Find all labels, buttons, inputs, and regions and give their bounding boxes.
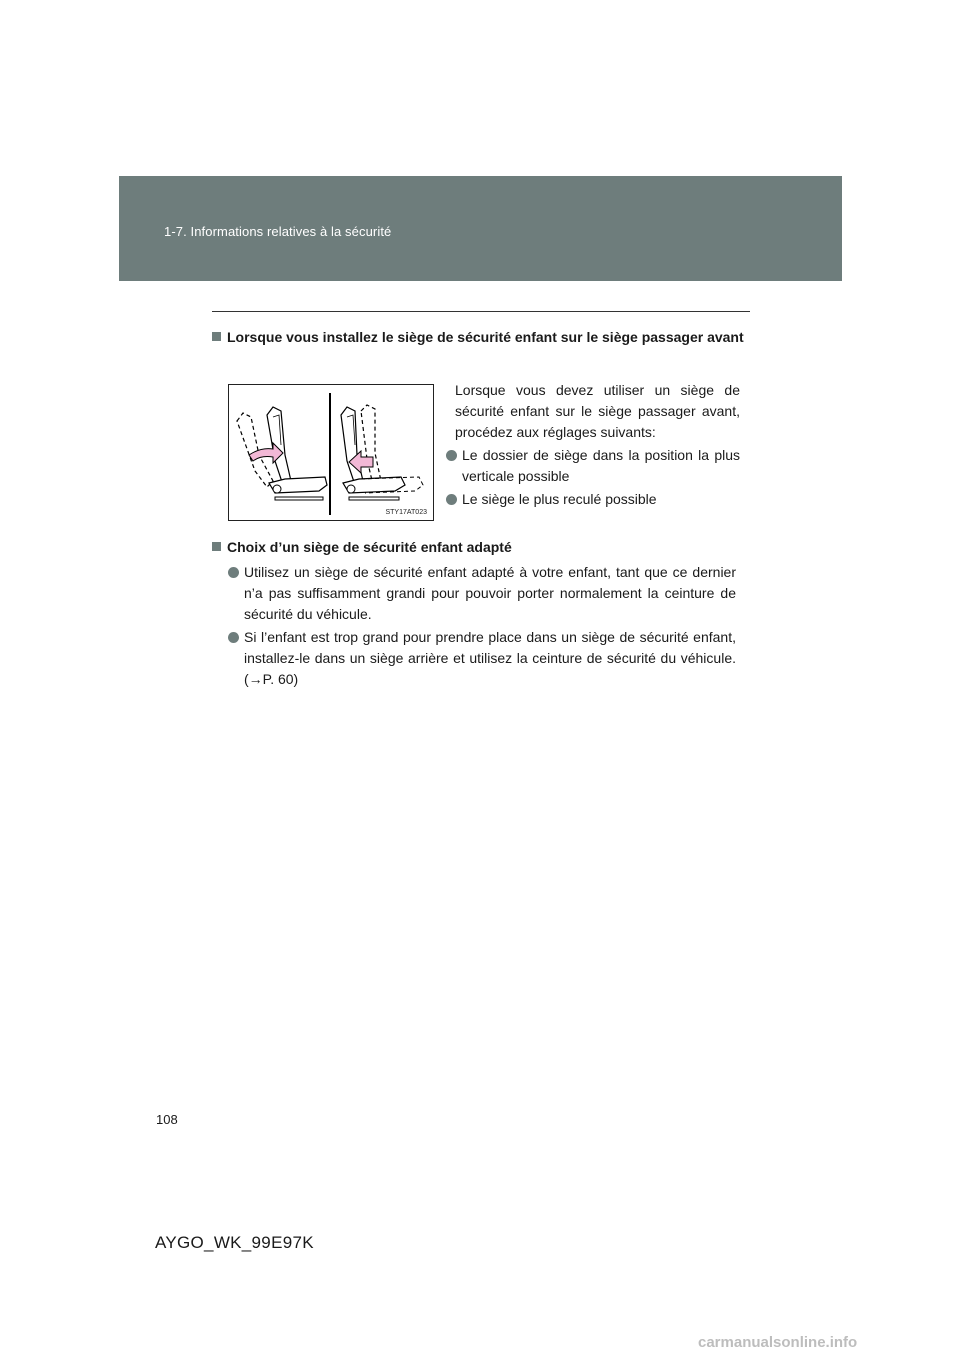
intro-paragraph: Lorsque vous devez utiliser un siège de sécurité enfant sur le siège passager avant, procédez aux réglages suivants:	[455, 382, 740, 440]
section-heading-choice: Choix d’un siège de sécurité enfant adapté	[212, 537, 744, 557]
bullet-icon	[446, 450, 457, 461]
list-item: Si l’enfant est trop grand pour prendre place dans un siège de sécurité enfant, installez-le dans un siège arrière et utilisez la ceinture de sécurité du véhicule. (→P. 60)	[228, 627, 736, 690]
bullet-icon	[228, 567, 239, 578]
bullet-icon	[446, 494, 457, 505]
header-band	[119, 176, 842, 281]
section-divider	[212, 311, 750, 312]
square-bullet-icon	[212, 332, 221, 341]
section-title: 1-7. Informations relatives à la sécurité	[164, 224, 392, 239]
square-bullet-icon	[212, 542, 221, 551]
list-item: Le siège le plus reculé possible	[446, 489, 740, 510]
document-code: AYGO_WK_99E97K	[155, 1233, 314, 1252]
page-number: 108	[156, 1112, 178, 1127]
section-heading-front-seat: Lorsque vous installez le siège de sécurité enfant sur le siège passager avant	[212, 327, 744, 347]
list-item: Le dossier de siège dans la position la plus verticale possible	[446, 445, 740, 487]
figure-code: STY17AT023	[385, 509, 427, 516]
list-item: Utilisez un siège de sécurité enfant adapté à votre enfant, tant que ce dernier n’a pas suffisamment grandi pour pouvoir porter normalement la ceinture de sécurité du véhicule.	[228, 562, 736, 625]
seat-illustration-icon	[229, 385, 433, 520]
watermark: carmanualsonline.info	[698, 1334, 858, 1351]
seat-adjustment-figure	[228, 384, 434, 521]
bullet-icon	[228, 632, 239, 643]
